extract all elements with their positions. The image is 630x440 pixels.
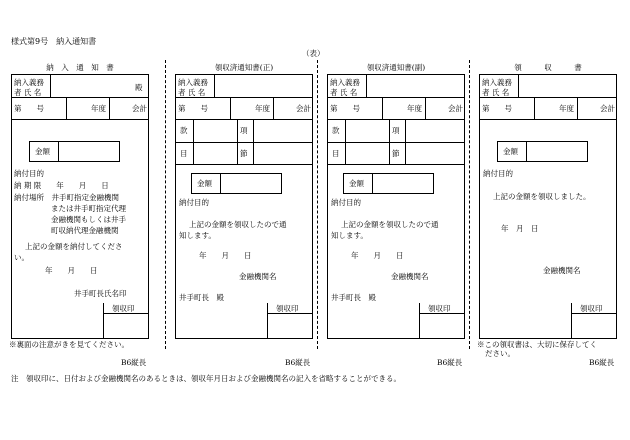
panel-text-line: 金融機関名 (391, 272, 429, 281)
divider (327, 97, 465, 98)
category-label: 節 (240, 149, 248, 158)
divider (419, 303, 420, 339)
divider (479, 119, 617, 120)
panel-text-line: 井手町長 殿 (331, 293, 376, 302)
panel-text-line: 年 月 日 (501, 224, 539, 233)
number-field: 第 号 (482, 104, 512, 113)
category-label: 目 (332, 149, 340, 158)
form-title: 様式第9号 納入通知書 (11, 37, 97, 46)
panel-text-line: 納付目的 (331, 198, 361, 207)
panel-text-line: 金融機関もしくは井手 (51, 215, 126, 224)
payer-label: 納入義務 (14, 78, 44, 87)
payer-label: 納入義務 (178, 78, 208, 87)
size-label: B6縦長 (437, 358, 463, 367)
amount-label: 金額 (349, 179, 364, 188)
panel-note: ※この領収書は、大切に保存してく (477, 340, 597, 349)
divider (389, 119, 390, 164)
amount-field (372, 173, 434, 194)
divider (11, 119, 149, 120)
year-field: 年度 (559, 104, 574, 113)
panel-note: ※裏面の注意がきを見てください。 (9, 340, 129, 349)
amount-field (526, 141, 588, 162)
divider (577, 97, 578, 119)
cut-line (165, 60, 166, 349)
size-label: B6縦長 (589, 358, 615, 367)
account-field: 会計 (296, 104, 311, 113)
payer-label: 者 氏 名 (14, 88, 42, 97)
account-field: 会計 (600, 104, 615, 113)
divider (571, 313, 617, 314)
divider (214, 74, 215, 97)
year-field: 年度 (255, 104, 270, 113)
number-field: 第 号 (14, 104, 44, 113)
payer-label: 納入義務 (330, 78, 360, 87)
divider (479, 97, 617, 98)
panel-header: 納 入 通 知 書 (46, 63, 114, 72)
panel-text-line: 納付目的 (14, 169, 44, 178)
divider (534, 97, 535, 119)
panel-text-line: 年 月 日 (351, 251, 404, 260)
divider (518, 74, 519, 97)
divider (175, 97, 313, 98)
seal-label: 領収印 (276, 304, 299, 313)
payer-label: 者 氏 名 (178, 88, 206, 97)
divider (175, 142, 313, 143)
panel-text-line: 金融機関名 (543, 266, 581, 275)
amount-label: 金額 (35, 147, 50, 156)
divider (175, 164, 313, 165)
divider (382, 97, 383, 119)
category-label: 項 (240, 126, 248, 135)
divider (571, 303, 572, 339)
divider (237, 119, 238, 164)
amount-label: 金額 (503, 147, 518, 156)
size-label: B6縦長 (121, 358, 147, 367)
payer-label: 者 氏 名 (330, 88, 358, 97)
number-field: 第 号 (330, 104, 360, 113)
account-field: 会計 (132, 104, 147, 113)
panel-text-line: 井手町長氏名印 (74, 289, 127, 298)
number-field: 第 号 (178, 104, 208, 113)
seal-label: 領収印 (428, 304, 451, 313)
panel-text-line: 井手町長 殿 (179, 293, 224, 302)
divider (103, 313, 149, 314)
divider (267, 313, 313, 314)
footnote: 注 領収印に、日付および金融機関名のあるときは、領収年月日および金融機関名の記入を省略することができる。 (11, 374, 401, 383)
category-label: 目 (180, 149, 188, 158)
year-field: 年度 (91, 104, 106, 113)
divider (345, 119, 346, 164)
amount-field (58, 141, 120, 162)
cut-line (469, 60, 470, 349)
panel-note: ださい。 (485, 349, 515, 358)
divider (425, 97, 426, 119)
panel-header: 領収済通知書(副) (366, 63, 426, 72)
divider (327, 142, 465, 143)
divider (419, 313, 465, 314)
form-panel (479, 74, 617, 339)
divider (175, 119, 313, 120)
seal-label: 領収印 (580, 304, 603, 313)
divider (103, 303, 104, 339)
panel-text-line: 年 月 日 (45, 266, 98, 275)
size-label: B6縦長 (285, 358, 311, 367)
divider (66, 97, 67, 119)
divider (366, 74, 367, 97)
panel-text-line: または井手町指定代理 (51, 204, 126, 213)
panel-text-line: 金融機関名 (239, 272, 277, 281)
panel-header: 領収済通知書(正) (214, 63, 274, 72)
divider (405, 119, 406, 164)
amount-field (220, 173, 282, 194)
panel-text-line: 年 月 日 (199, 251, 252, 260)
divider (253, 119, 254, 164)
divider (193, 119, 194, 164)
panel-text-line: 上記の金額を領収しました。 (493, 192, 591, 201)
payer-label: 者 氏 名 (482, 88, 510, 97)
panel-text-line: 納付場所 井手町指定金融機関 (14, 193, 119, 202)
seal-label: 領収印 (112, 304, 135, 313)
account-field: 会計 (448, 104, 463, 113)
cut-line (317, 60, 318, 349)
panel-text-line: 町収納代理金融機関 (51, 226, 119, 235)
panel-text-line: 知します。 (331, 231, 368, 240)
panel-text-line: 納付目的 (179, 198, 209, 207)
panel-text-line: 納付目的 (483, 169, 513, 178)
amount-label: 金額 (197, 179, 212, 188)
category-label: 項 (392, 126, 400, 135)
payer-label: 納入義務 (482, 78, 512, 87)
panel-text-line: い。 (14, 253, 29, 262)
honorific: 殿 (135, 83, 143, 92)
panel-header: 領 収 書 (514, 63, 582, 72)
divider (11, 97, 149, 98)
divider (327, 119, 465, 120)
divider (267, 303, 268, 339)
category-label: 款 (332, 126, 340, 135)
category-label: 節 (392, 149, 400, 158)
panel-text-line: 知します。 (179, 231, 216, 240)
panel-text-line: 納 期 限 年 月 日 (14, 181, 109, 190)
divider (230, 97, 231, 119)
divider (273, 97, 274, 119)
category-label: 款 (180, 126, 188, 135)
year-field: 年度 (407, 104, 422, 113)
panel-text-line: 上記の金額を納付してくださ (25, 242, 123, 251)
panel-text-line: 上記の金額を領収したので通 (341, 220, 439, 229)
panel-text-line: 上記の金額を領収したので通 (189, 220, 287, 229)
side-label: （表） (302, 49, 325, 58)
divider (327, 164, 465, 165)
divider (50, 74, 51, 97)
divider (109, 97, 110, 119)
